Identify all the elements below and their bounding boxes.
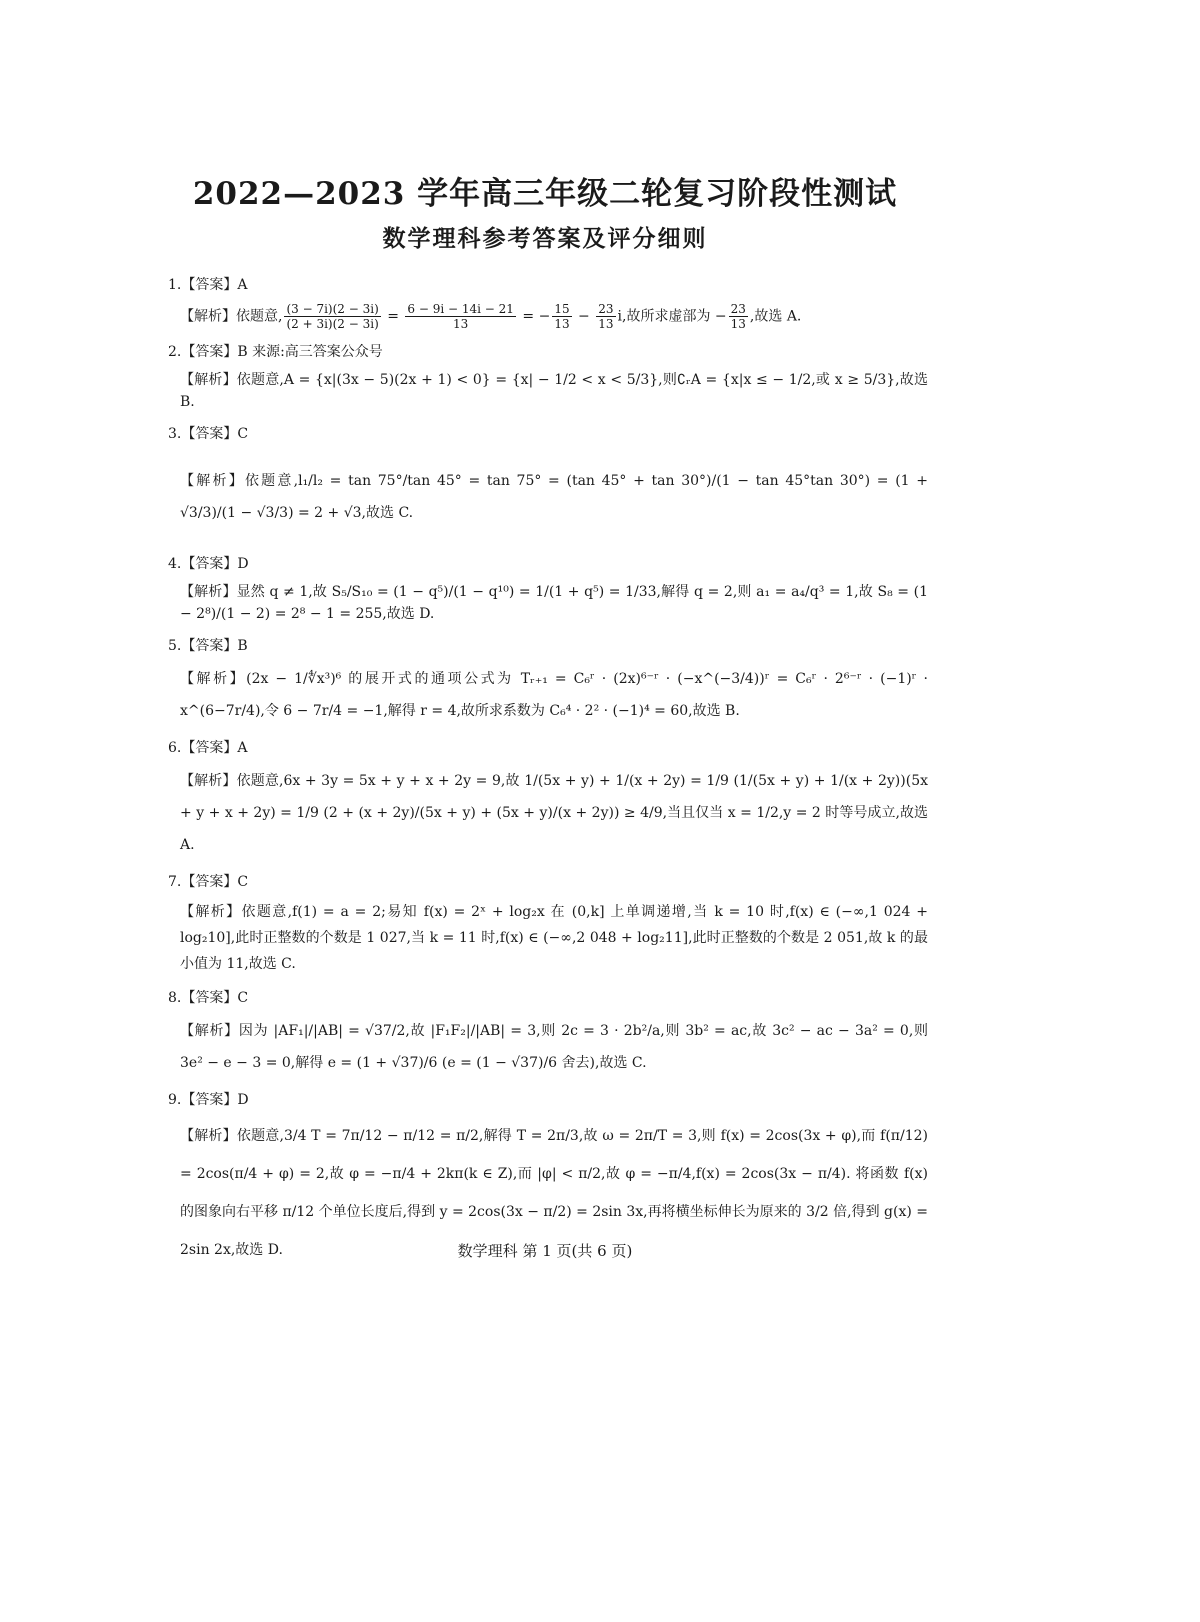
answer-line: 1.【答案】A: [168, 277, 248, 293]
fraction: [405, 302, 516, 331]
page-footer: 数学理科 第 1 页(共 6 页): [457, 1242, 633, 1260]
answer-line: 6.【答案】A: [168, 740, 248, 756]
numerator: 23: [598, 302, 614, 316]
numerator: 15: [554, 302, 570, 316]
answer-list: [168, 272, 928, 1279]
analysis-text: 【解析】依题意,: [180, 308, 283, 325]
answer-line: 5.【答案】B: [168, 638, 248, 654]
analysis-text: = −: [517, 308, 551, 325]
answer-line: 2.【答案】B 来源:高三答案公众号: [168, 344, 383, 360]
document-title: 2022—2023 学年高三年级二轮复习阶段性测试: [192, 176, 898, 212]
fraction: [284, 302, 380, 331]
question-7: [168, 871, 928, 977]
analysis-text: =: [382, 308, 404, 325]
question-3: [168, 423, 928, 529]
denominator: 13: [598, 317, 614, 331]
fraction: [729, 302, 748, 331]
analysis-line: 【解析】依题意,f(1) = a = 2;易知 f(x) = 2ˣ + log₂x 在 (0,k] 上单调递增,当 k = 10 时,f(x) ∈ (−∞,1 024 + log₂10],此时正整数的个数是 1 027,当 k = 11 时,f(x) ∈ (−∞,2 048 + log₂11],此时正整数的个数是 2 051,故 k 的最小值为 11,故选 C.: [180, 904, 928, 972]
question-8: [168, 987, 928, 1079]
fraction: [552, 302, 571, 331]
numerator: 23: [730, 302, 746, 316]
question-5: [168, 635, 928, 727]
answer-line: 4.【答案】D: [168, 556, 249, 572]
numerator: (3 − 7i)(2 − 3i): [286, 302, 379, 316]
denominator: 13: [554, 317, 570, 331]
denominator: 13: [730, 317, 746, 331]
numerator: 6 − 9i − 14i − 21: [407, 302, 514, 316]
analysis-line: 【解析】依题意,A = {x|(3x − 5)(2x + 1) < 0} = {x| − 1/2 < x < 5/3},则∁ᵣA = {x|x ≤ − 1/2,或 x ≥ 5/3},故选 B.: [180, 372, 928, 410]
analysis-line: 【解析】依题意,6x + 3y = 5x + y + x + 2y = 9,故 1/(5x + y) + 1/(x + 2y) = 1/9 (1/(5x + y) + 1/(x + 2y))(5x + y + x + 2y) = 1/9 (2 + (x + 2y)/(5x + y) + (5x + y)/(x + 2y)) ≥ 4/9,当且仅当 x = 1/2,y = 2 时等号成立,故选 A.: [180, 773, 928, 853]
question-6: [168, 737, 928, 861]
analysis-line: 【解析】(2x − 1/∜x³)⁶ 的展开式的通项公式为 Tᵣ₊₁ = C₆ʳ · (2x)⁶⁻ʳ · (−x^(−3/4))ʳ = C₆ʳ · 2⁶⁻ʳ · (−1)ʳ · x^(6−7r/4),令 6 − 7r/4 = −1,解得 r = 4,故所求系数为 C₆⁴ · 2² · (−1)⁴ = 60,故选 B.: [180, 671, 928, 719]
answer-line: 7.【答案】C: [168, 874, 249, 890]
answer-line: 9.【答案】D: [168, 1092, 249, 1108]
question-1: [168, 274, 928, 331]
document-subtitle: 数学理科参考答案及评分细则: [382, 225, 708, 252]
analysis-text: ,故选 A.: [749, 308, 802, 325]
denominator: (2 + 3i)(2 − 3i): [286, 317, 379, 331]
denominator: 13: [453, 317, 469, 331]
analysis-text: −: [573, 308, 595, 325]
analysis-line: 【解析】依题意,3/4 T = 7π/12 − π/12 = π/2,解得 T = 2π/3,故 ω = 2π/T = 3,则 f(x) = 2cos(3x + φ),而 f(π/12) = 2cos(π/4 + φ) = 2,故 φ = −π/4 + 2kπ(k ∈ Z),而 |φ| < π/2,故 φ = −π/4,f(x) = 2cos(3x − π/4). 将函数 f(x) 的图象向右平移 π/12 个单位长度后,得到 y = 2cos(3x − π/2) = 2sin 3x,再将横坐标伸长为原来的 3/2 倍,得到 g(x) = 2sin 2x,故选 D.: [180, 1128, 928, 1258]
answer-line: 8.【答案】C: [168, 990, 249, 1006]
analysis-line: [180, 302, 928, 331]
answer-line: 3.【答案】C: [168, 426, 249, 442]
analysis-line: 【解析】因为 |AF₁|/|AB| = √37/2,故 |F₁F₂|/|AB| = 3,则 2c = 3 · 2b²/a,则 3b² = ac,故 3c² − ac − 3a² = 0,则 3e² − e − 3 = 0,解得 e = (1 + √37)/6 (e = (1 − √37)/6 舍去),故选 C.: [180, 1023, 928, 1071]
analysis-line: 【解析】显然 q ≠ 1,故 S₅/S₁₀ = (1 − q⁵)/(1 − q¹⁰) = 1/(1 + q⁵) = 1/33,解得 q = 2,则 a₁ = a₄/q³ = 1,故 S₈ = (1 − 2⁸)/(1 − 2) = 2⁸ − 1 = 255,故选 D.: [180, 584, 928, 622]
analysis-text: i,故所求虚部为 −: [617, 308, 727, 325]
question-4: [168, 553, 928, 625]
question-2: [168, 341, 928, 413]
analysis-line: 【解析】依题意,l₁/l₂ = tan 75°/tan 45° = tan 75° = (tan 45° + tan 30°)/(1 − tan 45°tan 30°) = (1 + √3/3)/(1 − √3/3) = 2 + √3,故选 C.: [180, 473, 928, 521]
fraction: [596, 302, 615, 331]
